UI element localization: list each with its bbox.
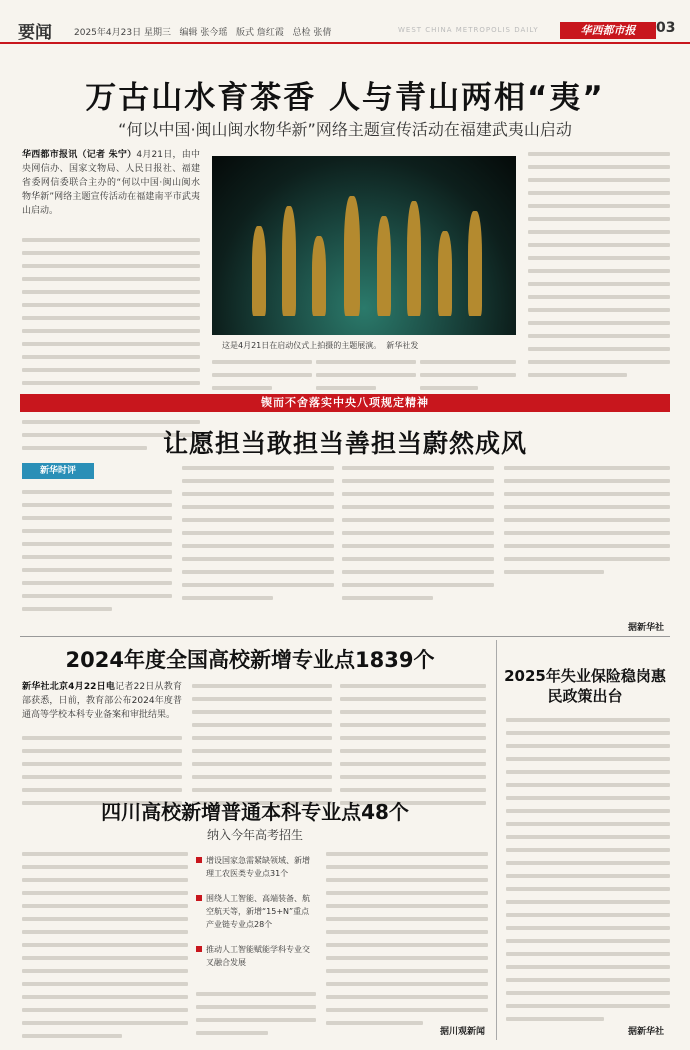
commentary-tag: 新华时评: [22, 463, 94, 479]
majors-dateline: 新华社北京4月22日电: [22, 682, 116, 692]
highlight-item: 推动人工智能赋能学科专业交叉融合发展: [196, 943, 314, 969]
majors-col3: [340, 684, 486, 814]
sichuan-highlights: [196, 854, 314, 969]
section-label: 要闻: [18, 23, 52, 43]
lead-photo: [212, 156, 516, 335]
sichuan-col1: [22, 852, 188, 1047]
majors-intro: [22, 680, 182, 722]
lead-body-col5: [528, 152, 670, 386]
majors-headline: 2024年度全国高校新增专业点1839个: [65, 648, 435, 672]
newspaper-logo: 华西都市报: [560, 22, 656, 39]
commentary-col3: [342, 466, 494, 609]
lead-intro-text: 4月21日，由中央网信办、国家文物局、人民日报社、福建省委网信委联合主办的“何以中国·闽山闽水物华新”网络主题宣传活动在福建南平市武夷山启动。: [22, 150, 200, 216]
lead-headline: 万古山水育茶香 人与青山两相“夷”: [85, 80, 605, 116]
commentary-credit: 据新华社: [628, 623, 665, 633]
photo-caption-text: 这是4月21日在启动仪式上拍摄的主题展演。: [222, 341, 382, 350]
unemployment-headline: 2025年失业保险稳岗惠民政策出台: [504, 667, 666, 705]
majors-col2: [192, 684, 332, 814]
column-divider: [496, 640, 497, 1040]
highlight-item: 增设国家急需紧缺领域、新增理工农医类专业点31个: [196, 854, 314, 880]
masthead-bar: [0, 0, 690, 44]
english-tagline: WEST CHINA METROPOLIS DAILY: [398, 26, 539, 34]
highlight-item: 围绕人工智能、高端装备、航空航天等，新增“15+N”重点产业链专业点28个: [196, 892, 314, 931]
majors-intro-text: 记者22日从教育部获悉，日前，教育部公布2024年度普通高等学校本科专业备案和审批结果。: [22, 682, 182, 720]
lead-dateline: 华西都市报讯（记者 朱宁）: [22, 150, 137, 160]
issue-meta: [74, 25, 331, 38]
sichuan-headline: 四川高校新增普通本科专业点48个: [101, 800, 409, 824]
sichuan-credit: 据川观新闻: [440, 1027, 486, 1037]
unemployment-credit: 据新华社: [628, 1027, 665, 1037]
commentary-col1: [22, 490, 172, 620]
editor-credit: 编辑 张今瑶: [179, 28, 228, 38]
lead-intro: [22, 148, 200, 218]
sichuan-col3: [326, 852, 488, 1034]
issue-date: 2025年4月23日 星期三: [74, 28, 171, 38]
sichuan-subheadline: 纳入今年高考招生: [206, 828, 303, 842]
sichuan-col2-tail: [196, 992, 316, 1044]
lead-subheadline: “何以中国·闽山闽水物华新”网络主题宣传活动在福建武夷山启动: [118, 120, 572, 139]
proof-credit: 总检 张倩: [292, 28, 332, 38]
commentary-col2: [182, 466, 334, 609]
designer-credit: 版式 詹红霞: [236, 28, 284, 38]
section-divider: [20, 636, 670, 637]
unemployment-body: [506, 718, 670, 1030]
page-number: 03: [656, 20, 676, 36]
photo-credit: 新华社发: [386, 341, 419, 350]
commentary-headline: 让愿担当敢担当善担当蔚然成风: [162, 429, 527, 458]
commentary-col4: [504, 466, 670, 583]
discipline-banner: 锲而不舍落实中央八项规定精神: [20, 394, 670, 412]
photo-caption: [222, 340, 522, 351]
